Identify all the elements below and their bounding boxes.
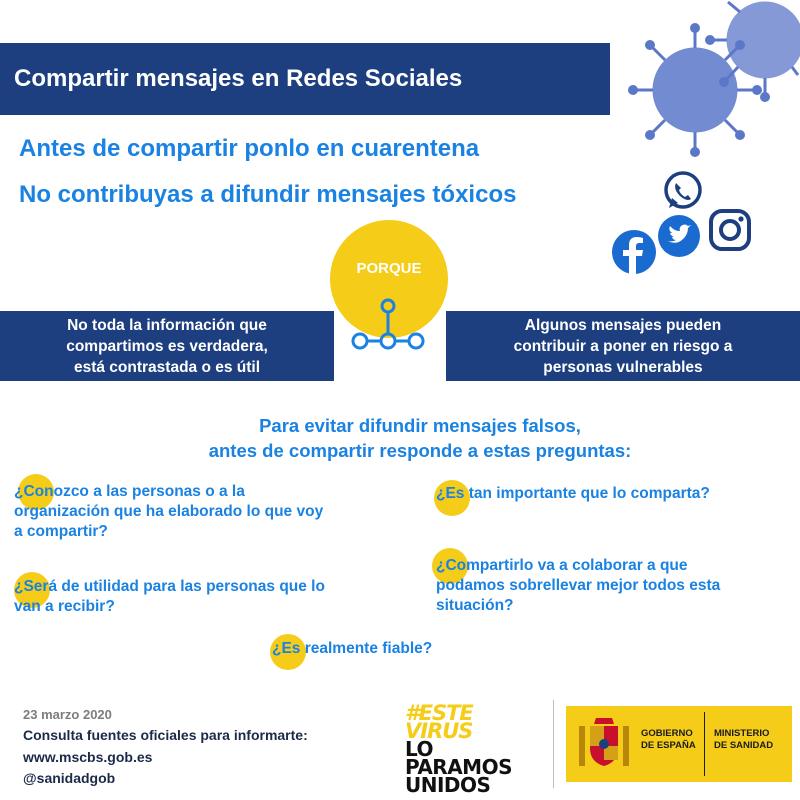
reason-right-line: personas vulnerables xyxy=(543,358,703,376)
gov-line: GOBIERNO xyxy=(641,728,693,739)
question-2 xyxy=(436,484,710,504)
questions-intro xyxy=(80,413,760,463)
question-line: a compartir? xyxy=(14,523,108,540)
question-line: ¿Es realmente fiable? xyxy=(272,640,433,657)
reason-left-line: está contrastada o es útil xyxy=(73,358,261,376)
reason-box-right xyxy=(446,311,800,381)
question-line: organización que ha elaborado lo que voy xyxy=(14,503,324,520)
coat-of-arms-icon xyxy=(574,712,634,776)
footer-handle[interactable]: @sanidadgob xyxy=(23,770,116,786)
campaign-logo xyxy=(405,701,545,797)
gobierno-label xyxy=(641,728,696,752)
question-5 xyxy=(272,639,432,659)
whatsapp-icon xyxy=(660,168,706,214)
question-line: ¿Es tan importante que lo comparta? xyxy=(436,485,710,502)
footer-divider xyxy=(553,700,554,788)
facebook-icon xyxy=(610,228,658,276)
question-line: van a recibir? xyxy=(14,598,115,615)
footer-official-sources: Consulta fuentes oficiales para informarte: xyxy=(23,727,308,743)
footer-url[interactable]: www.mscbs.gob.es xyxy=(23,749,153,765)
twitter-icon xyxy=(656,213,702,259)
reason-left-line: No toda la información que xyxy=(67,316,267,334)
reason-left-line: compartimos es verdadera, xyxy=(66,337,268,355)
question-line: ¿Conozco a las personas o a la xyxy=(14,483,245,500)
reason-right-line: contribuir a poner en riesgo a xyxy=(513,337,733,355)
porque-label: PORQUE xyxy=(356,260,422,277)
question-line: ¿Será de utilidad para las personas que lo xyxy=(14,578,325,595)
gov-line: MINISTERIO xyxy=(714,728,770,739)
campaign-line: LO PARAMOS xyxy=(405,737,512,779)
reason-box-left xyxy=(0,311,334,381)
government-logo xyxy=(566,706,792,782)
gov-divider xyxy=(704,712,705,776)
reason-right-line: Algunos mensajes pueden xyxy=(524,316,722,334)
question-line: situación? xyxy=(436,597,514,614)
ministerio-label xyxy=(714,728,773,752)
page-title: Compartir mensajes en Redes Sociales xyxy=(0,43,610,115)
question-1 xyxy=(14,482,323,542)
intro-line: Para evitar difundir mensajes falsos, xyxy=(259,415,581,436)
question-3 xyxy=(14,577,325,617)
campaign-hashtag: #ESTE VIRUS xyxy=(405,701,473,743)
gov-line: DE SANIDAD xyxy=(714,740,774,751)
date-label: 23 marzo 2020 xyxy=(23,707,112,722)
campaign-line: UNIDOS xyxy=(405,773,491,797)
intro-line: antes de compartir responde a estas preguntas: xyxy=(208,440,632,461)
connector-icon xyxy=(348,295,428,355)
subtitle-toxic-messages: No contribuyas a difundir mensajes tóxicos xyxy=(19,181,517,208)
subtitle-quarantine: Antes de compartir ponlo en cuarentena xyxy=(19,135,480,162)
question-4 xyxy=(436,556,720,616)
instagram-icon xyxy=(707,207,753,253)
question-line: ¿Compartirlo va a colaborar a que xyxy=(436,557,688,574)
gov-line: DE ESPAÑA xyxy=(641,740,696,751)
question-line: podamos sobrellevar mejor todos esta xyxy=(436,577,721,594)
